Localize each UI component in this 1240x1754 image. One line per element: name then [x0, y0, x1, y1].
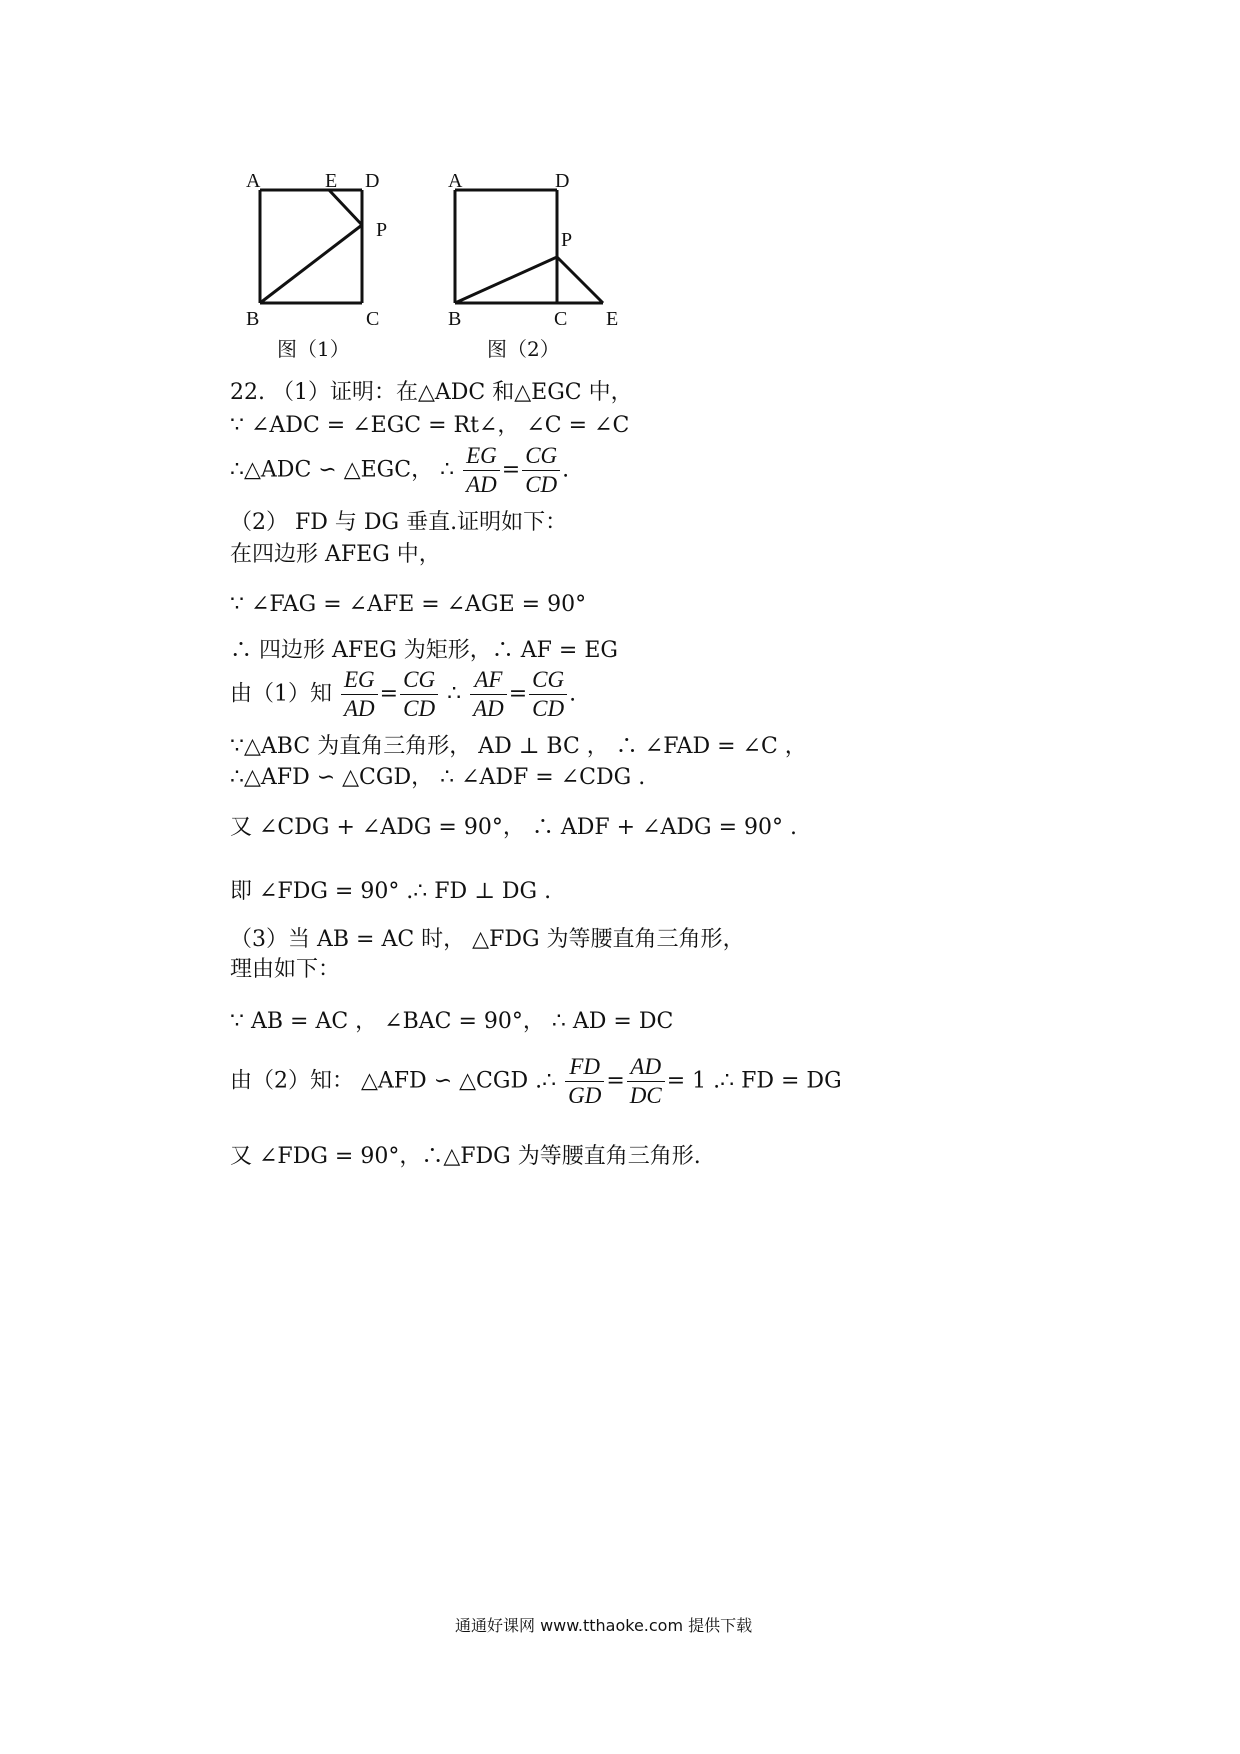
fig2-label-C: C [554, 308, 568, 330]
line-part2-heading: （2） FD 与 DG 垂直.证明如下： [230, 510, 568, 535]
line-quadrilateral: 在四边形 AFEG 中， [230, 542, 441, 567]
fraction-af-ad: $\frac{AF}{AD}$ [470, 666, 507, 723]
fig1-label-D: D [365, 170, 380, 192]
page-footer: 通通好课网 www.tthaoke.com 提供下载 [455, 1616, 753, 1635]
figure-1-diagram [250, 185, 380, 310]
line-angles-90: ∵ ∠FAG = ∠AFE = ∠AGE = 90° [230, 592, 587, 617]
line-similar-afd-cgd: ∴△AFD ∽ △CGD， ∴ ∠ADF = ∠CDG . [230, 765, 646, 790]
fig2-label-A: A [448, 170, 463, 192]
fig1-label-E: E [325, 170, 338, 192]
fig1-caption: 图（1） [277, 337, 350, 361]
fig2-label-D: D [555, 170, 570, 192]
line-angle-equal: ∵ ∠ADC = ∠EGC = Rt∠， ∠C = ∠C [230, 413, 630, 438]
fig2-caption: 图（2） [487, 337, 560, 361]
fig2-label-P: P [561, 229, 573, 251]
fraction-cg-cd-3: $\frac{CG}{CD}$ [529, 666, 567, 723]
line-perpendicular: 即 ∠FDG = 90° .∴ FD ⊥ DG . [230, 879, 552, 904]
fig1-label-C: C [366, 308, 380, 330]
fig2-label-B: B [448, 308, 462, 330]
fraction-eg-ad: $\frac{EG}{AD}$ [463, 442, 500, 499]
line-conclusion: 又 ∠FDG = 90°，∴△FDG 为等腰直角三角形. [230, 1144, 701, 1169]
line-from-part1: 由（1）知 $\frac{EG}{AD}$ = $\frac{CG}{CD}$ ∴ $\frac{AF}{AD}$ = $\frac{CG}{CD}$ . [230, 667, 577, 721]
line-22-part1: 22. （1）证明：在△ADC 和△EGC 中， [230, 380, 633, 405]
line-reason: 理由如下： [230, 957, 341, 982]
fraction-ad-dc: $\frac{AD}{DC}$ [627, 1053, 665, 1110]
figure-2-diagram [445, 185, 615, 310]
line-right-triangle: ∵△ABC 为直角三角形， AD ⊥ BC ， ∴ ∠FAD = ∠C ， [230, 734, 807, 759]
line-from-part2: 由（2）知： △AFD ∽ △CGD .∴ $\frac{FD}{GD}$ = $\frac{AD}{DC}$ = 1 .∴ FD = DG [230, 1054, 842, 1108]
line-sum-90: 又 ∠CDG + ∠ADG = 90°， ∴ ADF + ∠ADG = 90° . [230, 815, 797, 840]
fig1-label-A: A [246, 170, 261, 192]
line-similar-ratio: ∴△ADC ∽ △EGC， ∴ $\frac{EG}{AD}$ = $\frac{CG}{CD}$ . [230, 443, 570, 497]
line-part3-heading: （3）当 AB = AC 时， △FDG 为等腰直角三角形， [230, 927, 745, 952]
similar-text: ∴△ADC ∽ △EGC， ∴ [230, 457, 455, 483]
fig2-label-E: E [606, 308, 619, 330]
fraction-cg-cd-2: $\frac{CG}{CD}$ [400, 666, 438, 723]
fraction-eg-ad-2: $\frac{EG}{AD}$ [341, 666, 378, 723]
fraction-fd-gd: $\frac{FD}{GD}$ [565, 1053, 604, 1110]
fig1-label-B: B [246, 308, 260, 330]
line-ab-ac: ∵ AB = AC ， ∠BAC = 90°， ∴ AD = DC [230, 1009, 674, 1034]
line-rectangle: ∴ 四边形 AFEG 为矩形，∴ AF = EG [230, 638, 618, 663]
fraction-cg-cd: $\frac{CG}{CD}$ [522, 442, 560, 499]
fig1-label-P: P [376, 219, 388, 241]
